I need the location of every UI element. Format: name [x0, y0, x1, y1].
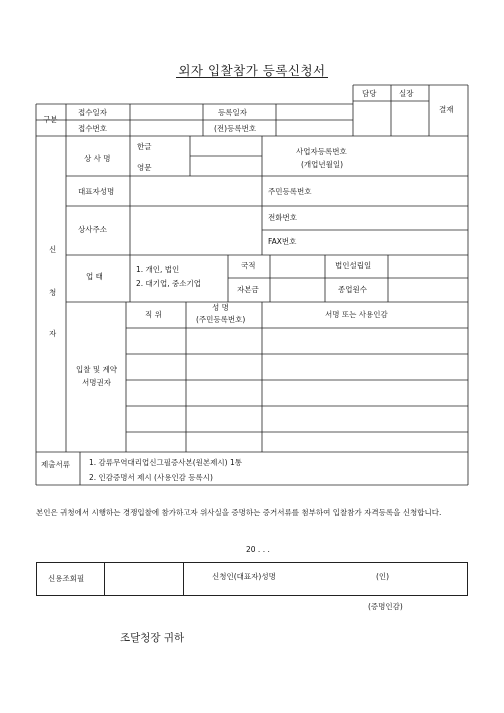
page-title: 외자 입찰참가 등록신청서	[178, 63, 326, 78]
representative-name-label: 대표자성명	[78, 187, 115, 196]
classification-label: 구분	[43, 115, 58, 124]
date-line: 20 . . .	[246, 545, 270, 554]
business-reg-no-label: 사업자등록번호	[296, 147, 347, 156]
documents-label: 제출서류	[41, 460, 70, 469]
signatory-label-line2: 서명권자	[82, 378, 111, 387]
prev-registration-no-label: (전)등록번호	[214, 124, 257, 133]
seal-mark: (인)	[376, 572, 390, 581]
registration-date-field[interactable]	[277, 105, 352, 119]
document-item-1: 1. 감류무역대리업신그필증사본(원본제시) 1통	[89, 458, 242, 467]
korean-name-label: 한글	[137, 142, 152, 151]
business-option-2: 2. 대기업, 중소기업	[136, 279, 202, 288]
addressee: 조달청장 귀하	[120, 632, 185, 644]
signature-column-header: 서명 또는 사용인감	[325, 310, 388, 319]
business-type-label: 업 태	[86, 272, 103, 281]
approval-staff-label: 담당	[362, 89, 377, 98]
position-column-header: 직 위	[145, 310, 162, 319]
credit-check-field[interactable]	[104, 563, 182, 595]
address-label: 상사주소	[78, 225, 107, 234]
approval-chief-label: 실장	[399, 89, 414, 98]
receipt-date-label: 접수일자	[78, 108, 107, 117]
phone-label: 전화번호	[268, 213, 297, 222]
approval-label: 결재	[439, 105, 454, 114]
capital-label: 자본금	[237, 285, 259, 294]
applicant-side-char-2: 청	[49, 288, 57, 297]
name-column-header: 성 명	[212, 303, 229, 312]
business-option-1: 1. 개인, 법인	[136, 265, 180, 274]
registration-date-label: 등록일자	[218, 108, 247, 117]
applicant-sign-label: 신청인(대표자)성명	[212, 572, 276, 581]
receipt-no-label: 접수번호	[78, 124, 107, 133]
employees-label: 종업원수	[338, 285, 367, 294]
fax-label: FAX번호	[268, 237, 297, 246]
business-open-date-label: (개업년월일)	[301, 160, 344, 169]
signatory-label-line1: 입찰 및 계약	[76, 365, 117, 374]
trade-name-label: 상 사 명	[84, 154, 111, 163]
credit-check-label: 신용조회필	[48, 574, 85, 583]
declaration-text: 본인은 귀청에서 시행하는 경쟁입찰에 참가하고자 위사실을 증명하는 증거서류를 첨부하여 입찰참가 자격등록을 신청합니다.	[36, 508, 442, 517]
applicant-side-char-1: 신	[49, 245, 57, 254]
applicant-side-char-3: 자	[49, 329, 57, 338]
english-name-label: 영문	[137, 163, 152, 172]
receipt-date-field[interactable]	[131, 105, 202, 119]
document-item-2: 2. 인감증명서 제시 (사용인감 등록시)	[89, 473, 213, 482]
nationality-label: 국적	[241, 261, 256, 270]
seal-note: (증명인감)	[368, 602, 403, 611]
resident-no-column-header: (주민등록번호)	[196, 315, 246, 324]
founding-date-label: 법인설립일	[335, 261, 372, 270]
resident-no-label: 주민등록번호	[268, 187, 312, 196]
